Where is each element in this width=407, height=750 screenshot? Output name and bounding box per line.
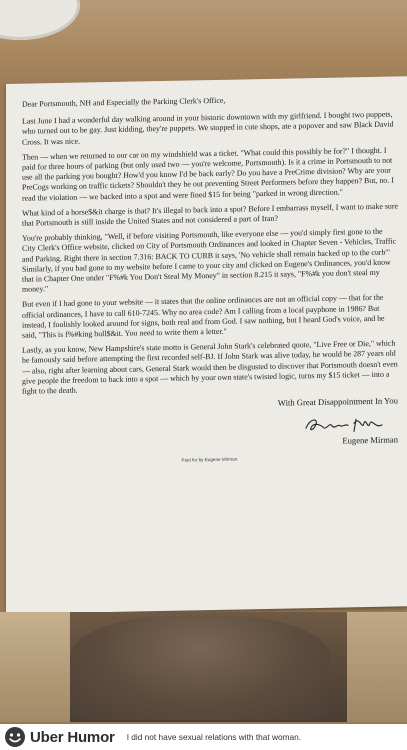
uber-humor-logo-icon <box>4 726 26 748</box>
photo-lower-area <box>0 612 407 722</box>
letter-body <box>22 92 398 473</box>
letter-paragraph-4: You're probably thinking, "Well, if before visiting Portsmouth, like everyone else — you'd simply first gone to the City Clerk's Office website, clicked on City of Portsmouth Ordinances and looked in Chapter Seven - Vehicles, Traffic and Parking. Right there in section 7.316: BACK TO CURB it says, 'No vehicle shall remain backed up to the curb'" Similarly, if you had gone to my website before I came to your city and clicked on Eugene's Ordinances, you'd know that in Chapter One under "F%#k You Don't Steal My Money" in section 8.215 it says, "F%#k you don't steal my money." <box>22 227 397 294</box>
footer-tagline: I did not have sexual relations with that woman. <box>126 732 302 742</box>
brand-name: Uber Humor <box>30 728 115 746</box>
letter-paragraph-3: What kind of a horse$&it charge is that? It's illegal to back into a spot? Before I embarrass myself, I want to make sure that Portsmouth is still inside the United States and not considered a part of Iran? <box>22 201 398 228</box>
letter-closing: With Great Disappointment In You <box>277 395 398 409</box>
paid-for-disclaimer: Paid for by Eugene Mirman. <box>181 456 239 463</box>
glass-object <box>0 0 80 40</box>
floor-right <box>347 612 407 722</box>
letter-paragraph-1: Last June I had a wonderful day walking around in your historic downtown with my girlfriend. I bought two puppets, who turned out to be gay. Just kidding, they're puppets. We stopped in cute shops, ate a popover and saw Black David Cross. It was nice. <box>22 109 394 147</box>
floor-left <box>0 612 70 722</box>
letter-paragraph-6: Lastly, as you know, New Hampshire's state motto is General John Stark's celebrated quote, "Live Free or Die," which he famously said before attempting the first recorded self-BJ. If John Stark was alive today, he would be 287 years old — also, right after learning about cars, General Stark would then be disgusted to discover that Portsmouth doesn't even give people the freedom to back into a spot — which by your own state's twisted logic, turns my $15 ticket — into a fight to the death. <box>22 338 398 396</box>
handwritten-signature <box>302 413 392 437</box>
letter-paragraph-2: Then — when we returned to our car on my windshield was a ticket. "What could this possibly be for?" I thought. I paid for three hours of parking (but only used two — you're welcome, Portsmouth). Is it a crime in Portsmouth to not use all the parking you bought? How'd you know I'd be back early? Do you have a PreCrime division? Why are your PreCogs working on traffic tickets? Shouldn't they be out preventing Street Performers before they happen? But, no. I read the violation — we backed into a spot and were fined $15 for being "parked in wrong direction." <box>22 145 394 203</box>
watermark-footer <box>0 724 407 750</box>
letter-greeting: Dear Portsmouth, NH and Especially the Parking Clerk's Office, <box>22 95 226 109</box>
lap <box>70 616 330 720</box>
letter-paragraph-5: But even if I had gone to your website — it states that the online ordinances are not an official copy — that for the official ordinances, I have to call 610-7245. Why no area code? Am I calling from a local payphone in 1986? But instead, I foolishly looked around for signs, both real and from God. I saw nothing, but I heard God's voice, and he said, "This is f%#king bull$&it. You need to write them a letter." <box>22 293 385 340</box>
newspaper-page <box>6 76 407 614</box>
signer-name: Eugene Mirman <box>342 434 398 447</box>
